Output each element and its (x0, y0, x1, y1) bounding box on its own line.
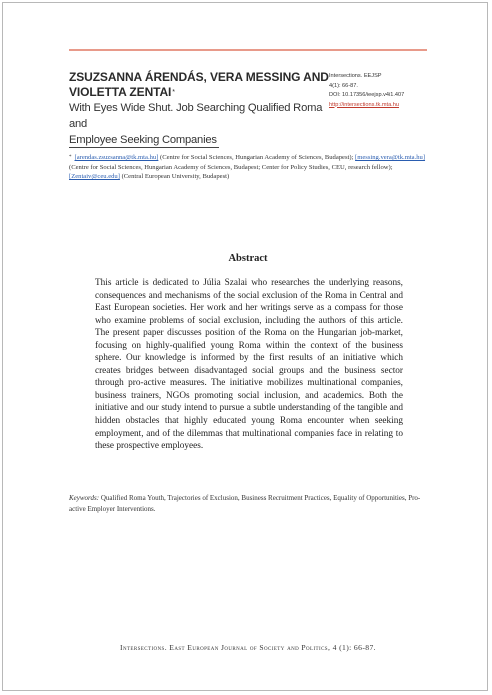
keywords-text: Qualified Roma Youth, Trajectories of Exclusion, Business Recruitment Practices, Equality of Opportunities, Pro-active Employer Interventions. (69, 494, 421, 513)
abstract-body: This article is dedicated to Júlia Szalai who researches the underlying reasons, consequences and mechanisms of the social exclusion of the Roma in Central and East European societies. Her work and her writings serve as a compass for those who examine problems of social exclusion, including the authors of this article. The present paper discusses position of the Roma on the Hungarian job-market, focusing on highly-qualified young Roma within the context of the business sphere. Our knowledge is informed by the first results of an initiative which creates bridges between disadvantaged social groups and the business sector through pro-active measures. The initiative mobilizes multinational companies, business trainers, NGOs promoting social inclusion, and academics. Both the initiative and our study intend to pursue a subtle understanding of the tangible and hidden obstacles that highly educated young Roma encounter when seeking employment, and of the dilemmas that multinational companies face in relating to these prospective employees. (95, 278, 403, 452)
journal-footer: Intersections. East European Journal of Society and Politics, 4 (1): 66-87. (120, 643, 376, 652)
authors-block (69, 70, 329, 100)
author-footnote-mark: * (172, 89, 175, 96)
title-line-2: Employee Seeking Companies (69, 134, 217, 146)
header-rule (69, 49, 427, 51)
meta-doi: DOI: 10.17356/ieejsp.v4i1.407 (329, 92, 405, 98)
abstract-heading: Abstract (228, 253, 268, 264)
journal-meta (329, 72, 429, 110)
authors-line-1: ZSUZSANNA ÁRENDÁS, VERA MESSING AND (69, 70, 329, 84)
title-line-1: With Eyes Wide Shut. Job Searching Qualified Roma and (69, 102, 323, 130)
author-footnote (69, 153, 429, 182)
meta-journal: Intersections. EEJSP (329, 73, 382, 79)
footnote-email-2[interactable]: [messing.vera@tk.mta.hu] (355, 154, 426, 161)
meta-issue: 4(1): 66-87. (329, 82, 358, 89)
footnote-affiliation-1: (Centre for Social Sciences, Hungarian Academy of Sciences, Budapest); (158, 154, 356, 161)
footnote-affiliation-2: (Centre for Social Sciences, Hungarian Academy of Sciences, Budapest; Center for Policy Studies, CEU, research fellow); (69, 163, 393, 171)
footnote-email-3[interactable]: [Zentaiv@ceu.edu] (69, 173, 120, 181)
keywords-block (69, 493, 431, 515)
footnote-affiliation-3: (Central European University, Budapest) (119, 173, 230, 181)
authors-line-2 (69, 85, 329, 100)
footnote-email-1[interactable]: [arendas.zsuzsanna@tk.mta.hu] (74, 154, 159, 161)
authors-line-2-text: VIOLETTA ZENTAI (69, 85, 172, 99)
keywords-label: Keywords: (69, 494, 100, 502)
footnote-mark: * (69, 155, 72, 160)
meta-url-link[interactable]: http://intersections.tk.mta.hu (329, 101, 399, 108)
paper-page (2, 2, 488, 691)
paper-title (69, 100, 331, 148)
footnote-rule (69, 147, 219, 148)
